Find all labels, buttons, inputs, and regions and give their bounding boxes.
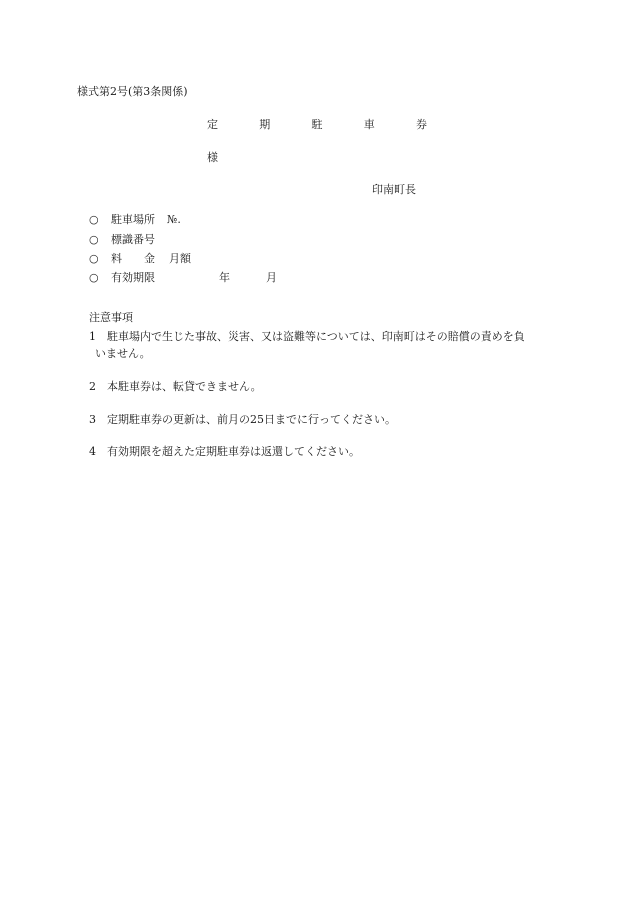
circle-bullet-icon: ○: [89, 233, 99, 246]
title-char: 券: [416, 118, 427, 131]
note-line-continued: いません。: [95, 347, 151, 360]
notes-heading: 注意事項: [89, 311, 133, 324]
issuer-label: 印南町長: [372, 183, 416, 196]
title-char: 車: [363, 118, 375, 131]
note-item: [89, 380, 559, 394]
field-label: 有効期限: [111, 271, 155, 284]
form-number-label: 様式第2号(第3条関係): [77, 85, 188, 98]
note-text: 本駐車券は、転貸できません。: [107, 380, 262, 393]
note-line: 駐車場内で生じた事故、災害、又は盗難等については、印南町はその賠償の責めを負: [107, 330, 525, 343]
field-label: 標識番号: [111, 233, 155, 246]
note-number: 1: [89, 330, 96, 343]
field-suffix: №.: [167, 213, 181, 226]
note-item: [89, 445, 559, 459]
circle-bullet-icon: ○: [89, 213, 99, 226]
circle-bullet-icon: ○: [89, 271, 99, 284]
title-char: 定: [207, 118, 218, 131]
addressee-label: 様: [207, 151, 218, 164]
note-number: 2: [89, 380, 96, 393]
note-text: 定期駐車券の更新は、前月の25日までに行ってください。: [107, 413, 396, 426]
title-char: 駐: [311, 118, 323, 131]
field-row-sign-number: [89, 233, 155, 247]
field-label: 駐車場所: [111, 213, 155, 226]
field-suffix-month: 月: [266, 271, 277, 284]
note-item: [89, 413, 559, 427]
title-char: 期: [259, 118, 271, 131]
note-number: 3: [89, 413, 96, 426]
document-title: [207, 118, 427, 132]
field-suffix: 月額: [169, 252, 191, 265]
circle-bullet-icon: ○: [89, 252, 99, 265]
field-row-validity: [89, 271, 277, 285]
field-row-fee: [89, 252, 191, 266]
note-text: [95, 330, 559, 361]
field-row-parking-location: [89, 213, 181, 227]
field-suffix-year: 年: [219, 271, 230, 284]
note-item: [89, 330, 559, 361]
note-text: 有効期限を超えた定期駐車券は返還してください。: [107, 445, 360, 458]
note-number: 4: [89, 445, 96, 458]
field-label: 料 金: [111, 252, 155, 265]
